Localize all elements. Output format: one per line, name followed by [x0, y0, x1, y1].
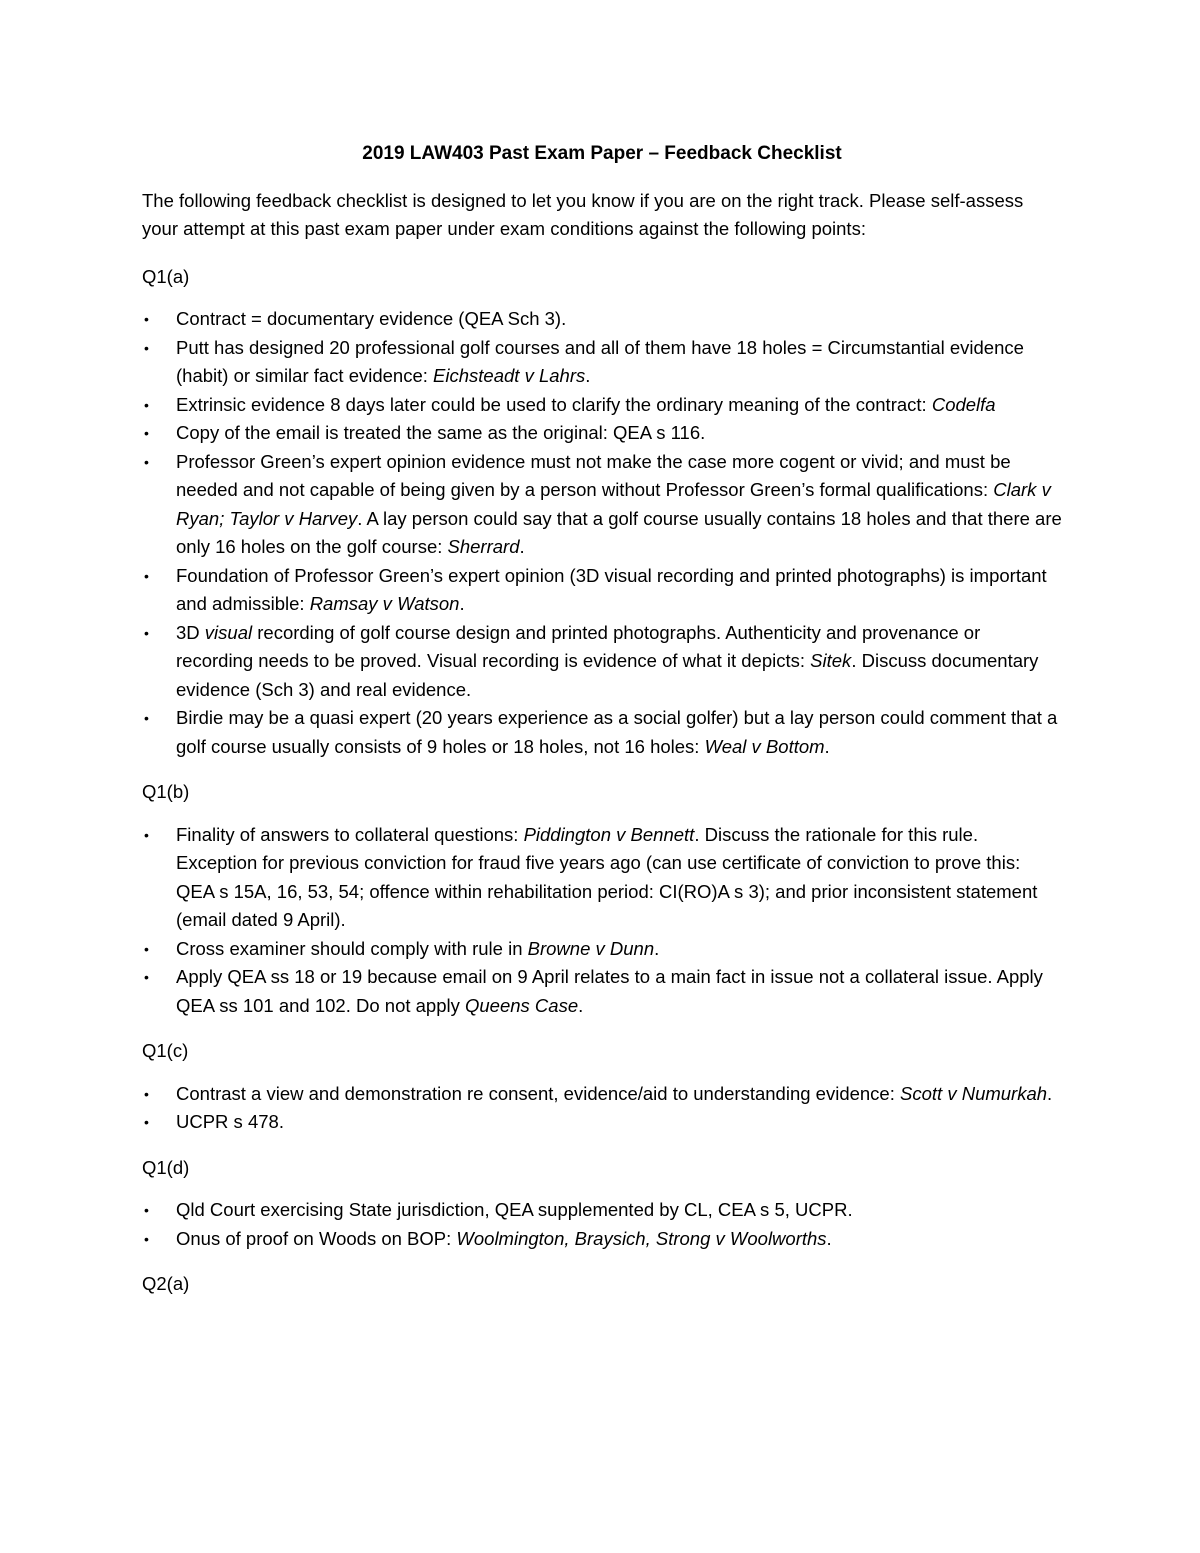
- bullet-icon: •: [144, 826, 149, 843]
- list-item: [142, 1196, 1062, 1225]
- case-citation: Sitek: [810, 650, 852, 671]
- list-item: [142, 619, 1062, 705]
- item-text: Onus of proof on Woods on BOP:: [176, 1227, 457, 1249]
- bullet-list: [142, 821, 1062, 1021]
- section-label: Q1(d): [142, 1156, 190, 1178]
- list-item: [142, 1080, 1062, 1109]
- intro-paragraph: The following feedback checklist is designed to let you know if you are on the right track. Please self-assess your attempt at this past exam paper under exam conditions against the following points:: [142, 189, 1024, 239]
- item-text: .: [585, 365, 591, 386]
- case-citation: Codelfa: [931, 393, 996, 415]
- list-item: [142, 1108, 1062, 1137]
- case-citation: visual: [204, 621, 253, 643]
- list-item: [142, 935, 1062, 964]
- bullet-icon: •: [144, 710, 149, 726]
- bullet-icon: •: [144, 969, 149, 985]
- bullet-icon: •: [144, 396, 149, 413]
- case-citation: Woolmington, Braysich, Strong v Woolworths: [456, 1227, 827, 1249]
- bullet-icon: •: [144, 339, 149, 356]
- bullet-icon: •: [144, 1085, 149, 1102]
- item-text: Cross examiner should comply with rule in: [176, 937, 528, 959]
- list-item: [142, 963, 1062, 1020]
- item-text: .: [1047, 1082, 1053, 1104]
- item-text: Professor Green’s expert opinion evidence must not make the case more cogent or vivid; and must be needed and not capable of being given by a person without Professor Green’s formal qualifications:: [176, 450, 1011, 500]
- list-item: [142, 1225, 1062, 1254]
- section-label: Q1(b): [142, 781, 190, 802]
- item-text: .: [824, 735, 830, 757]
- item-text: .: [826, 1227, 832, 1249]
- bullet-icon: •: [144, 1114, 149, 1130]
- bullet-icon: •: [144, 940, 149, 957]
- section-label-q2a: Q2(a): [142, 1273, 190, 1294]
- item-text: Extrinsic evidence 8 days later could be used to clarify the ordinary meaning of the contract:: [176, 393, 932, 415]
- case-citation: Eichsteadt v Lahrs: [433, 365, 586, 386]
- section-label: Q1(c): [142, 1040, 189, 1061]
- list-item: [142, 305, 1062, 334]
- case-citation: Clark v Ryan; Taylor v Harvey: [176, 479, 1051, 529]
- item-text: Qld Court exercising State jurisdiction, QEA supplemented by CL, CEA s 5, UCPR.: [176, 1199, 853, 1220]
- bullet-icon: •: [144, 311, 149, 327]
- case-citation: Sherrard: [447, 536, 520, 557]
- item-text: Finality of answers to collateral questions:: [176, 823, 524, 845]
- bullet-icon: •: [144, 567, 149, 584]
- list-item: [142, 334, 1062, 391]
- item-text: .: [654, 937, 660, 959]
- list-item: [142, 419, 1062, 448]
- item-text: 3D: [176, 621, 205, 643]
- case-citation: Weal v Bottom: [704, 735, 825, 757]
- document-content: [142, 140, 1062, 1313]
- item-text: . Discuss the rationale for this rule. Exception for previous conviction for fraud five years ago (can use certificate of conviction to prove this: QEA s 15A, 16, 53, 54; offence within rehabilitation period: CI(RO)A s 3); and prior inconsistent statement (email dated 9 April).: [176, 823, 1038, 930]
- list-item: [142, 821, 1062, 935]
- case-citation: Piddington v Bennett: [523, 823, 695, 845]
- bullet-icon: •: [144, 624, 149, 641]
- bullet-icon: •: [144, 1230, 149, 1247]
- item-text: .: [578, 994, 584, 1016]
- item-text: Putt has designed 20 professional golf courses and all of them have 18 holes = Circumstantial evidence (habit) or similar fact evidence:: [176, 336, 1024, 386]
- list-item: [142, 704, 1062, 761]
- item-text: Contract = documentary evidence (QEA Sch 3).: [176, 308, 567, 329]
- case-citation: Scott v Numurkah: [900, 1082, 1048, 1104]
- page-title: 2019 LAW403 Past Exam Paper – Feedback Checklist: [362, 143, 842, 164]
- item-text: .: [519, 536, 525, 557]
- item-text: Birdie may be a quasi expert (20 years experience as a social golfer) but a lay person could comment that a golf course usually consists of 9 holes or 18 holes, not 16 holes:: [176, 707, 1058, 757]
- bullet-icon: •: [144, 453, 149, 470]
- bullet-list: [142, 305, 1062, 761]
- item-text: Copy of the email is treated the same as the original: QEA s 116.: [176, 422, 706, 443]
- bullet-list: [142, 1080, 1062, 1137]
- item-text: Contrast a view and demonstration re consent, evidence/aid to understanding evidence:: [176, 1082, 901, 1104]
- bullet-list: [142, 1196, 1062, 1253]
- list-item: [142, 562, 1062, 619]
- item-text: . A lay person could say that a golf course usually contains 18 holes and that there are only 16 holes on the golf course:: [176, 507, 1062, 557]
- checklist-sections: [142, 263, 1062, 1254]
- list-item: [142, 448, 1062, 562]
- list-item: [142, 391, 1062, 420]
- case-citation: Browne v Dunn: [527, 937, 655, 959]
- case-citation: Ramsay v Watson: [309, 593, 460, 614]
- bullet-icon: •: [144, 1202, 149, 1218]
- item-text: . Discuss documentary evidence (Sch 3) and real evidence.: [176, 650, 1039, 700]
- item-text: .: [459, 593, 465, 614]
- item-text: Foundation of Professor Green’s expert opinion (3D visual recording and printed photographs) is important and admissible:: [176, 564, 1047, 614]
- item-text: recording of golf course design and printed photographs. Authenticity and provenance or recording needs to be proved. Visual recording is evidence of what it depicts:: [176, 621, 981, 671]
- section-label: Q1(a): [142, 265, 190, 287]
- bullet-icon: •: [144, 425, 149, 441]
- case-citation: Queens Case: [465, 994, 579, 1016]
- item-text: Apply QEA ss 18 or 19 because email on 9 April relates to a main fact in issue not a collateral issue. Apply QEA ss 101 and 102. Do not apply: [176, 966, 1043, 1016]
- item-text: UCPR s 478.: [176, 1111, 284, 1132]
